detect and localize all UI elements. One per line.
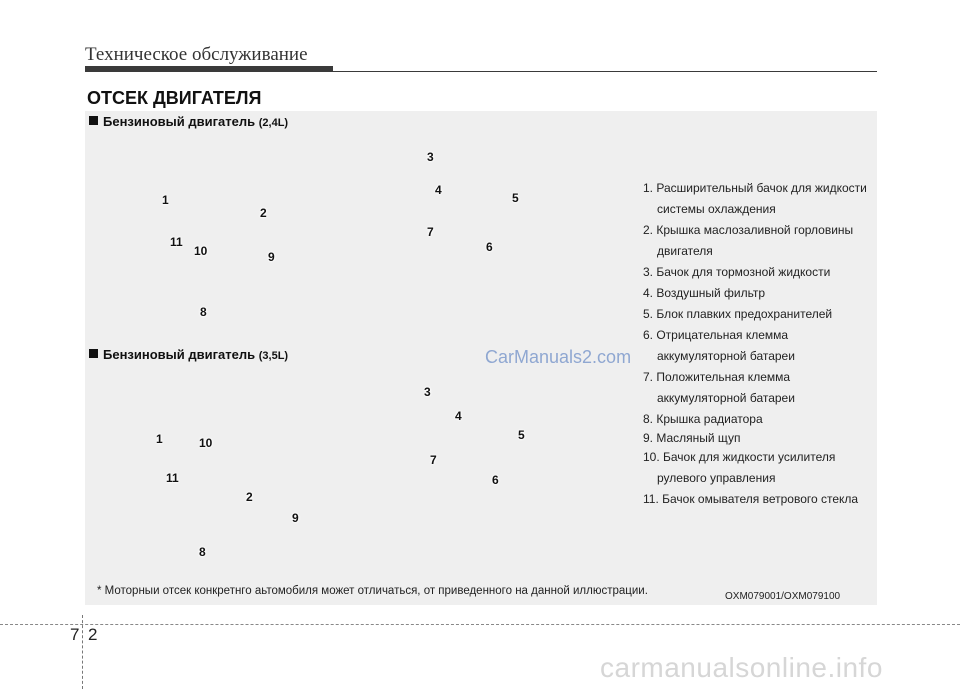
engine1-label: Бензиновый двигатель <box>103 114 256 129</box>
header-rule-thin <box>333 71 877 72</box>
engine1-callout-7: 7 <box>427 225 434 239</box>
engine2-callout-8: 8 <box>199 545 206 559</box>
engine2-callout-2: 2 <box>246 490 253 504</box>
engine1-callout-6: 6 <box>486 240 493 254</box>
footnote: * Моторныи отсек конкретнго аьтомобиля может отличаться, от приведенного на данной иллюстрации. <box>97 585 648 597</box>
legend-item: 5. Блок плавких предохранителей <box>643 307 833 321</box>
engine2-callout-7: 7 <box>430 453 437 467</box>
engine1-callout-2: 2 <box>260 206 267 220</box>
engine2-callout-4: 4 <box>455 409 462 423</box>
header-title: Техническое обслуживание <box>85 44 308 65</box>
engine2-callout-9: 9 <box>292 511 299 525</box>
legend-item: 10. Бачок для жидкости усилителя рулевого управления <box>643 450 836 485</box>
engine1-spec: (2,4L) <box>258 117 289 129</box>
square-bullet-icon <box>89 116 98 125</box>
square-bullet-icon <box>89 349 98 358</box>
engine1-callout-3: 3 <box>427 150 434 164</box>
legend-item: 6. Отрицательная клемма аккумуляторной батареи <box>643 328 795 363</box>
engine2-callout-11: 11 <box>166 471 179 485</box>
figure-code: OXM079001/OXM079100 <box>725 591 841 602</box>
engine2-label: Бензиновый двигатель <box>103 347 256 362</box>
engine1-callout-5: 5 <box>512 191 519 205</box>
page-number: 2 <box>88 625 98 644</box>
engine2-callout-1: 1 <box>156 432 163 446</box>
engine2-spec: (3,5L) <box>258 350 289 362</box>
watermark-text: CarManuals2.com <box>485 347 632 367</box>
page-chapter-number: 7 <box>70 625 80 644</box>
engine1-callout-9: 9 <box>268 250 275 264</box>
engine1-heading <box>89 114 288 129</box>
engine2-callout-10: 10 <box>199 436 213 450</box>
engine2-callout-6: 6 <box>492 473 499 487</box>
header-rule-thick <box>85 66 333 72</box>
engine1-callout-10: 10 <box>194 244 208 258</box>
legend-item: 11. Бачок омывателя ветрового стекла <box>643 492 859 506</box>
page-separator-horizontal <box>0 624 960 625</box>
legend-list <box>643 178 878 510</box>
engine2-heading <box>89 347 288 362</box>
legend-item: 1. Расширительный бачок для жидкости системы охлаждения <box>643 181 867 216</box>
legend-item: 9. Масляный щуп <box>643 431 741 445</box>
engine2-callout-5: 5 <box>518 428 525 442</box>
engine1-callout-1: 1 <box>162 193 169 207</box>
legend-item: 7. Положительная клемма аккумуляторной батареи <box>643 370 795 405</box>
legend-item: 3. Бачок для тормозной жидкости <box>643 265 831 279</box>
legend-item: 8. Крышка радиатора <box>643 412 763 426</box>
engine1-callout-8: 8 <box>200 305 207 319</box>
section-title: ОТСЕК ДВИГАТЕЛЯ <box>87 88 262 108</box>
engine1-callout-4: 4 <box>435 183 442 197</box>
site-watermark: carmanualsonline.info <box>600 652 883 683</box>
legend-item: 2. Крышка маслозаливной горловины двигателя <box>643 223 854 258</box>
engine1-callout-11: 11 <box>170 235 183 249</box>
engine2-callout-3: 3 <box>424 385 431 399</box>
legend-item: 4. Воздушный фильтр <box>643 286 766 300</box>
page-separator-vertical <box>82 615 83 689</box>
